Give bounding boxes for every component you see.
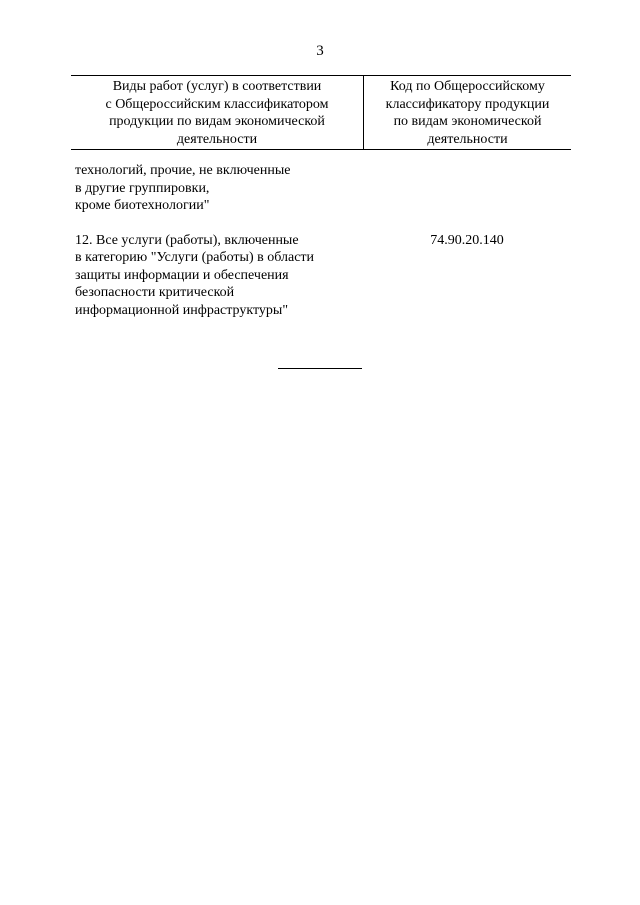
- description-line: безопасности критической: [75, 285, 235, 300]
- classifier-table: [71, 75, 571, 319]
- description-line: кроме биотехнологии": [75, 198, 210, 213]
- header-left-line: деятельности: [176, 131, 258, 147]
- table-body: [71, 150, 571, 319]
- description-line: технологий, прочие, не включенные: [75, 163, 291, 178]
- end-rule: [278, 368, 362, 369]
- description-line: в другие группировки,: [75, 180, 210, 196]
- row-description: [71, 162, 363, 215]
- page-number: 3: [316, 43, 324, 59]
- header-okpd-code: [363, 76, 571, 149]
- table-row: [71, 232, 571, 320]
- description-line: информационной инфраструктуры": [75, 302, 289, 318]
- row-description: [71, 232, 363, 320]
- header-left-line: Виды работ (услуг) в соответствии: [112, 79, 322, 94]
- header-work-types: [71, 76, 363, 149]
- row-code: 74.90.20.140: [430, 232, 504, 248]
- header-right-line: по видам экономической: [393, 114, 542, 129]
- description-line: защиты информации и обеспечения: [75, 267, 289, 283]
- header-right-line: классификатору продукции: [385, 96, 550, 112]
- table-header: [71, 75, 571, 150]
- header-right-line: деятельности: [427, 131, 508, 147]
- header-left-line: продукции по видам экономической: [109, 114, 325, 129]
- description-line: 12. Все услуги (работы), включенные: [75, 232, 299, 248]
- table-row: [71, 162, 571, 215]
- description-line: в категорию "Услуги (работы) в области: [75, 250, 315, 265]
- header-right-line: Код по Общероссийскому: [390, 79, 545, 94]
- header-left-line: с Общероссийским классификатором: [105, 96, 329, 112]
- row-code: [363, 162, 571, 215]
